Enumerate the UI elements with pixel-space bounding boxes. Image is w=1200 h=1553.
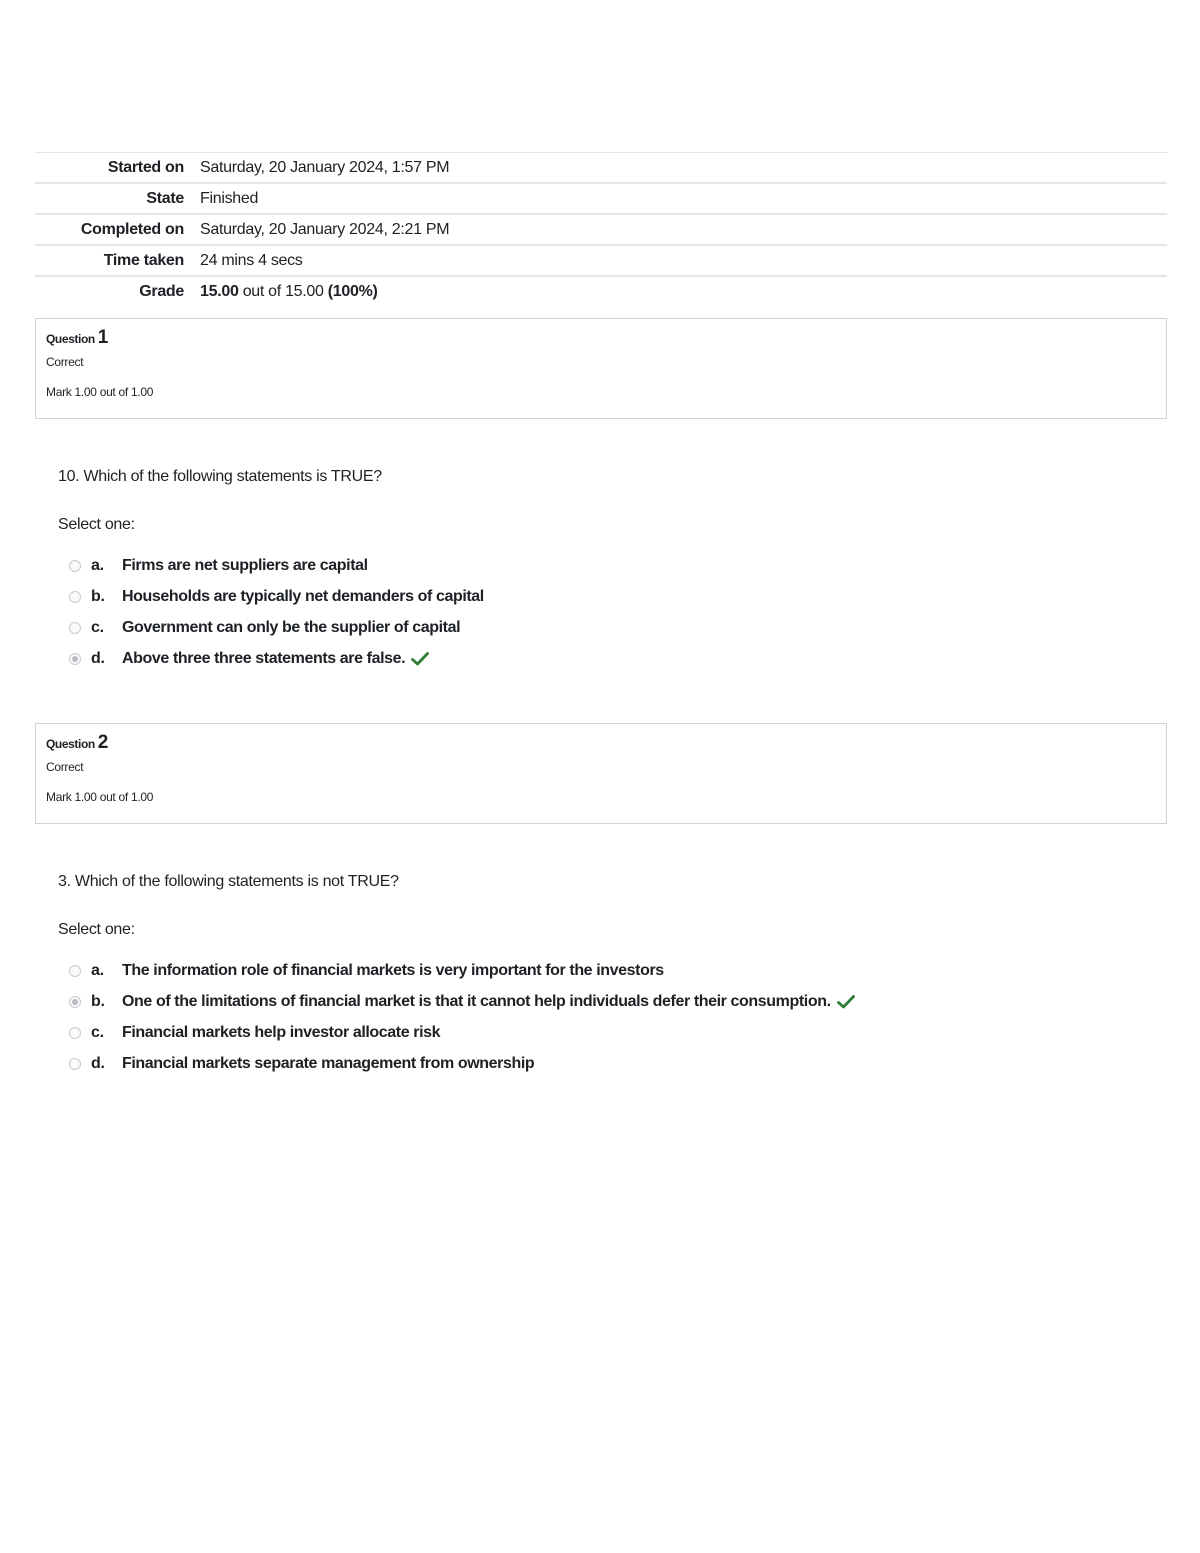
question-number	[46, 327, 1156, 349]
answer-letter: a.	[91, 961, 104, 979]
question-mark: Mark 1.00 out of 1.00	[46, 790, 154, 804]
question-2-info	[35, 723, 1167, 824]
answer-text: Financial markets separate management from ownership	[122, 1054, 535, 1072]
radio-button[interactable]	[69, 622, 81, 634]
answer-text: One of the limitations of financial market is that it cannot help individuals defer their consumption.	[122, 992, 831, 1010]
answer-option-d[interactable]	[58, 1048, 1158, 1079]
answer-list	[58, 550, 1158, 674]
answer-text: Financial markets help investor allocate risk	[122, 1023, 441, 1041]
summary-row-time-taken	[35, 244, 1167, 275]
answer-option-c[interactable]	[58, 612, 1158, 643]
summary-value: Saturday, 20 January 2024, 1:57 PM	[200, 158, 450, 176]
question-1-info	[35, 318, 1167, 419]
answer-letter: d.	[91, 1054, 105, 1072]
answer-letter: a.	[91, 556, 104, 574]
radio-button[interactable]	[69, 591, 81, 603]
question-no: 1	[97, 327, 109, 348]
radio-button[interactable]	[69, 560, 81, 572]
select-prompt: Select one:	[58, 921, 135, 938]
question-state: Correct	[46, 355, 84, 369]
check-icon	[837, 995, 855, 1009]
radio-button-selected[interactable]	[69, 653, 81, 665]
grade-percent: (100%)	[327, 282, 378, 300]
answer-option-a[interactable]	[58, 550, 1158, 581]
radio-button-selected[interactable]	[69, 996, 81, 1008]
answer-text: The information role of financial markets is very important for the investors	[122, 961, 664, 979]
question-1-content	[58, 466, 1158, 674]
question-number	[46, 732, 1156, 754]
radio-button[interactable]	[69, 1027, 81, 1039]
grade-value	[200, 283, 378, 301]
answer-letter: c.	[91, 1023, 104, 1041]
answer-option-b[interactable]	[58, 986, 1158, 1017]
answer-list	[58, 955, 1158, 1079]
answer-letter: b.	[91, 587, 105, 605]
answer-letter: d.	[91, 649, 105, 667]
grade-score: 15.00	[200, 282, 239, 300]
question-text: 3. Which of the following statements is not TRUE?	[58, 873, 399, 890]
question-2-content	[58, 871, 1158, 1079]
attempt-summary	[35, 152, 1167, 306]
answer-text: Households are typically net demanders of capital	[122, 587, 484, 605]
summary-row-started	[35, 152, 1167, 182]
answer-option-d[interactable]	[58, 643, 1158, 674]
answer-letter: b.	[91, 992, 105, 1010]
summary-value: Saturday, 20 January 2024, 2:21 PM	[200, 220, 450, 238]
summary-value: 24 mins 4 secs	[200, 251, 303, 269]
check-icon	[411, 652, 429, 666]
answer-option-b[interactable]	[58, 581, 1158, 612]
question-text: 10. Which of the following statements is TRUE?	[58, 468, 382, 485]
radio-button[interactable]	[69, 1058, 81, 1070]
question-prefix: Question	[46, 737, 98, 751]
summary-label: Completed on	[80, 220, 184, 238]
answer-text: Firms are net suppliers are capital	[122, 556, 368, 574]
answer-text: Above three three statements are false.	[122, 649, 406, 667]
radio-button[interactable]	[69, 965, 81, 977]
summary-row-state	[35, 182, 1167, 213]
summary-label: State	[146, 189, 184, 207]
answer-option-a[interactable]	[58, 955, 1158, 986]
question-no: 2	[97, 732, 109, 753]
summary-label: Time taken	[103, 251, 184, 269]
summary-value: Finished	[200, 189, 259, 207]
question-mark: Mark 1.00 out of 1.00	[46, 385, 154, 399]
select-prompt: Select one:	[58, 516, 135, 533]
question-state: Correct	[46, 760, 84, 774]
summary-row-completed	[35, 213, 1167, 244]
question-prefix: Question	[46, 332, 98, 346]
answer-text: Government can only be the supplier of capital	[122, 618, 461, 636]
summary-row-grade	[35, 275, 1167, 306]
answer-letter: c.	[91, 618, 104, 636]
grade-out-of: out of 15.00	[238, 282, 328, 300]
summary-label: Grade	[139, 282, 184, 300]
answer-option-c[interactable]	[58, 1017, 1158, 1048]
summary-label: Started on	[107, 158, 184, 176]
